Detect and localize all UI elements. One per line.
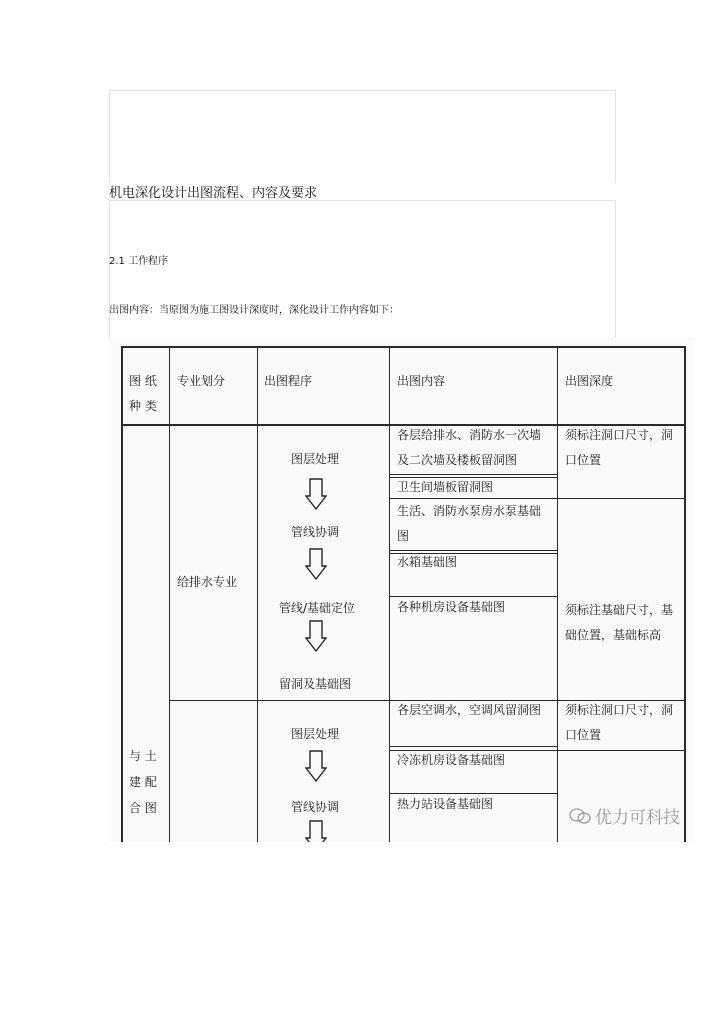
intro-paragraph: 出图内容：当原图为施工图设计深度时，深化设计工作内容如下： — [109, 305, 399, 316]
water-step-2: 管线协调 — [291, 525, 340, 539]
header-frame — [109, 90, 616, 183]
row-line — [389, 746, 557, 747]
hvac-step-1: 图层处理 — [291, 727, 340, 741]
water-depth-2b: 础位置，基础标高 — [565, 628, 662, 642]
col-line-1 — [169, 346, 170, 842]
water-step-3: 管线/基础定位 — [279, 601, 356, 615]
water-content-5: 各种机房设备基础图 — [397, 600, 506, 614]
hvac-content-2: 冷冻机房设备基础图 — [397, 753, 506, 767]
water-content-1b: 及二次墙及楼板留洞图 — [397, 453, 518, 467]
hvac-content-1: 各层空调水，空调风留洞图 — [397, 703, 542, 717]
water-step-4: 留洞及基础图 — [279, 677, 352, 691]
watermark — [569, 803, 680, 828]
table-border-top — [121, 346, 685, 348]
down-arrow-icon — [305, 620, 327, 652]
row-line — [389, 596, 557, 597]
water-depth-1b: 口位置 — [565, 453, 602, 467]
header-type-line1: 图 纸 — [129, 374, 157, 388]
table-border-right — [684, 346, 686, 842]
down-arrow-icon — [305, 478, 327, 510]
design-table-image — [109, 338, 693, 842]
water-content-3: 生活、消防水泵房水泵基础 — [397, 504, 542, 518]
row-line — [389, 477, 557, 478]
water-content-1: 各层给排水、消防水一次墙 — [397, 428, 542, 442]
header-procedure: 出图程序 — [264, 374, 313, 388]
water-content-2: 卫生间墙板留洞图 — [397, 480, 494, 494]
row-line — [389, 550, 557, 551]
col-line-2 — [257, 346, 258, 842]
water-depth-2a: 须标注基础尺寸，基 — [565, 603, 674, 617]
row-line — [389, 750, 685, 751]
watermark-text: 优力可科技 — [595, 808, 680, 828]
hvac-step-2: 管线协调 — [291, 800, 340, 814]
water-depth-1a: 须标注洞口尺寸，洞 — [565, 428, 674, 442]
group-divider — [169, 700, 685, 701]
row-line — [389, 498, 685, 499]
water-content-4: 水箱基础图 — [397, 555, 458, 569]
category-line2: 建 配 — [129, 775, 157, 789]
down-arrow-icon — [305, 750, 327, 782]
down-arrow-icon — [305, 548, 327, 580]
major-water: 给排水专业 — [177, 575, 238, 589]
header-type-line2: 种 类 — [129, 399, 157, 413]
header-content: 出图内容 — [397, 374, 446, 388]
hvac-content-3: 热力站设备基础图 — [397, 797, 494, 811]
section-heading: 2.1 工作程序 — [109, 256, 169, 267]
page-title: 机电深化设计出图流程、内容及要求 — [109, 186, 318, 201]
hvac-depth-1b: 口位置 — [565, 728, 602, 742]
table-border-left — [121, 346, 123, 842]
row-line — [389, 474, 557, 475]
header-major: 专业划分 — [177, 374, 226, 388]
row-line — [389, 793, 557, 794]
category-line1: 与 土 — [129, 749, 157, 763]
col-line-3 — [389, 346, 390, 842]
water-content-3b: 图 — [397, 529, 410, 543]
category-line3: 合 图 — [129, 801, 157, 815]
header-divider — [121, 424, 685, 426]
row-line — [389, 553, 557, 554]
header-depth: 出图深度 — [565, 374, 614, 388]
wechat-icon — [569, 807, 591, 825]
down-arrow-icon — [305, 820, 327, 842]
col-line-4 — [557, 346, 558, 842]
hvac-depth-1a: 须标注洞口尺寸，洞 — [565, 703, 674, 717]
water-step-1: 图层处理 — [291, 452, 340, 466]
content-frame — [109, 200, 616, 341]
